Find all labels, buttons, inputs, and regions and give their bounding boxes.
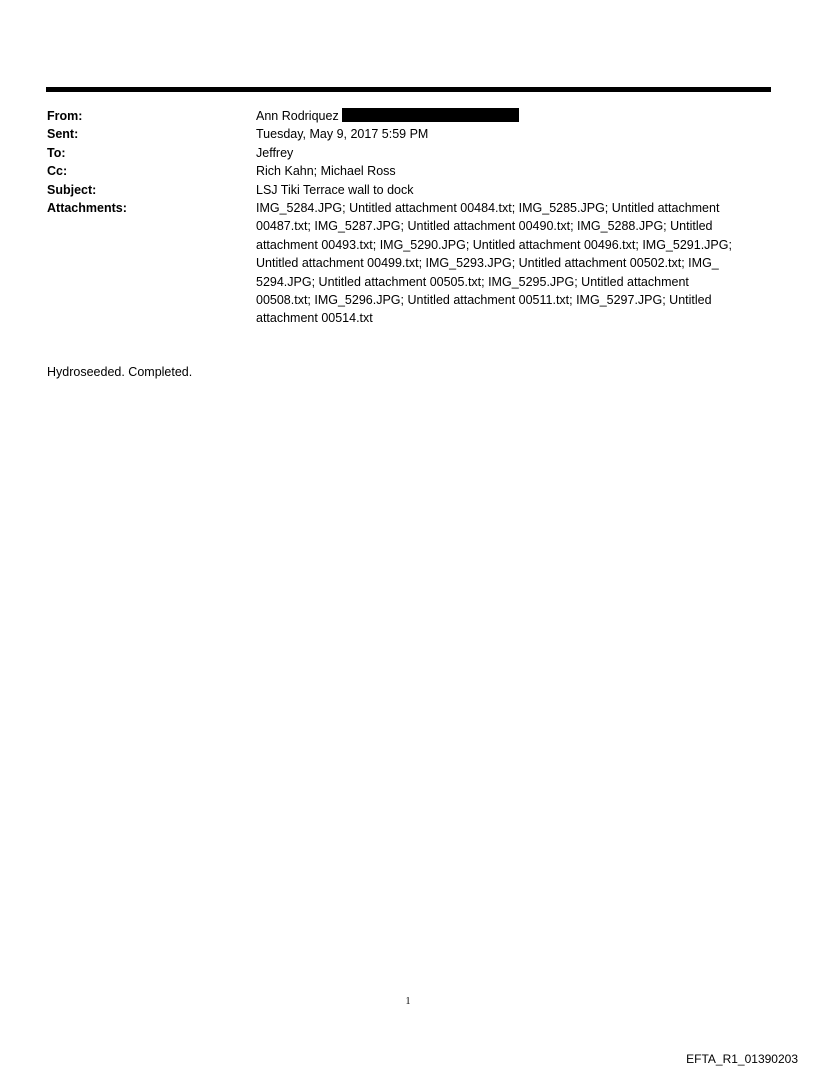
to-label: To: [47,145,66,160]
subject-label: Subject: [47,182,97,197]
attachments-line: 5294.JPG; Untitled attachment 00505.txt; IMG_5295.JPG; Untitled attachment [256,274,689,289]
sent-label: Sent: [47,127,79,142]
subject-value: LSJ Tiki Terrace wall to dock [256,182,414,197]
subject-row [47,181,767,199]
cc-value: Rich Kahn; Michael Ross [256,164,396,179]
sent-row [47,125,767,143]
from-value-container [256,107,761,125]
attachments-line: attachment 00514.txt [256,311,373,326]
to-row [47,144,767,162]
cc-row [47,162,767,180]
email-header [47,107,767,328]
attachments-line: IMG_5284.JPG; Untitled attachment 00484.txt; IMG_5285.JPG; Untitled attachment [256,201,720,216]
attachments-line: 00487.txt; IMG_5287.JPG; Untitled attachment 00490.txt; IMG_5288.JPG; Untitled [256,219,713,234]
from-label: From: [47,109,83,123]
from-row [47,107,767,125]
attachments-line: attachment 00493.txt; IMG_5290.JPG; Untitled attachment 00496.txt; IMG_5291.JPG; [256,237,732,252]
cc-label: Cc: [47,164,68,179]
attachments-label: Attachments: [47,201,127,216]
attachments-line: Untitled attachment 00499.txt; IMG_5293.JPG; Untitled attachment 00502.txt; IMG_ [256,256,719,271]
attachments-line: 00508.txt; IMG_5296.JPG; Untitled attachment 00511.txt; IMG_5297.JPG; Untitled [256,293,712,308]
redaction-block [342,108,519,122]
page-number: 1 [405,996,411,1007]
email-body: Hydroseeded. Completed. [47,365,193,379]
to-value: Jeffrey [256,145,294,160]
attachments-list [256,199,761,328]
sent-value: Tuesday, May 9, 2017 5:59 PM [256,127,429,142]
from-value: Ann Rodriquez [256,109,339,123]
document-id: EFTA_R1_01390203 [686,1052,798,1066]
attachments-row [47,199,767,328]
header-divider [46,87,771,92]
